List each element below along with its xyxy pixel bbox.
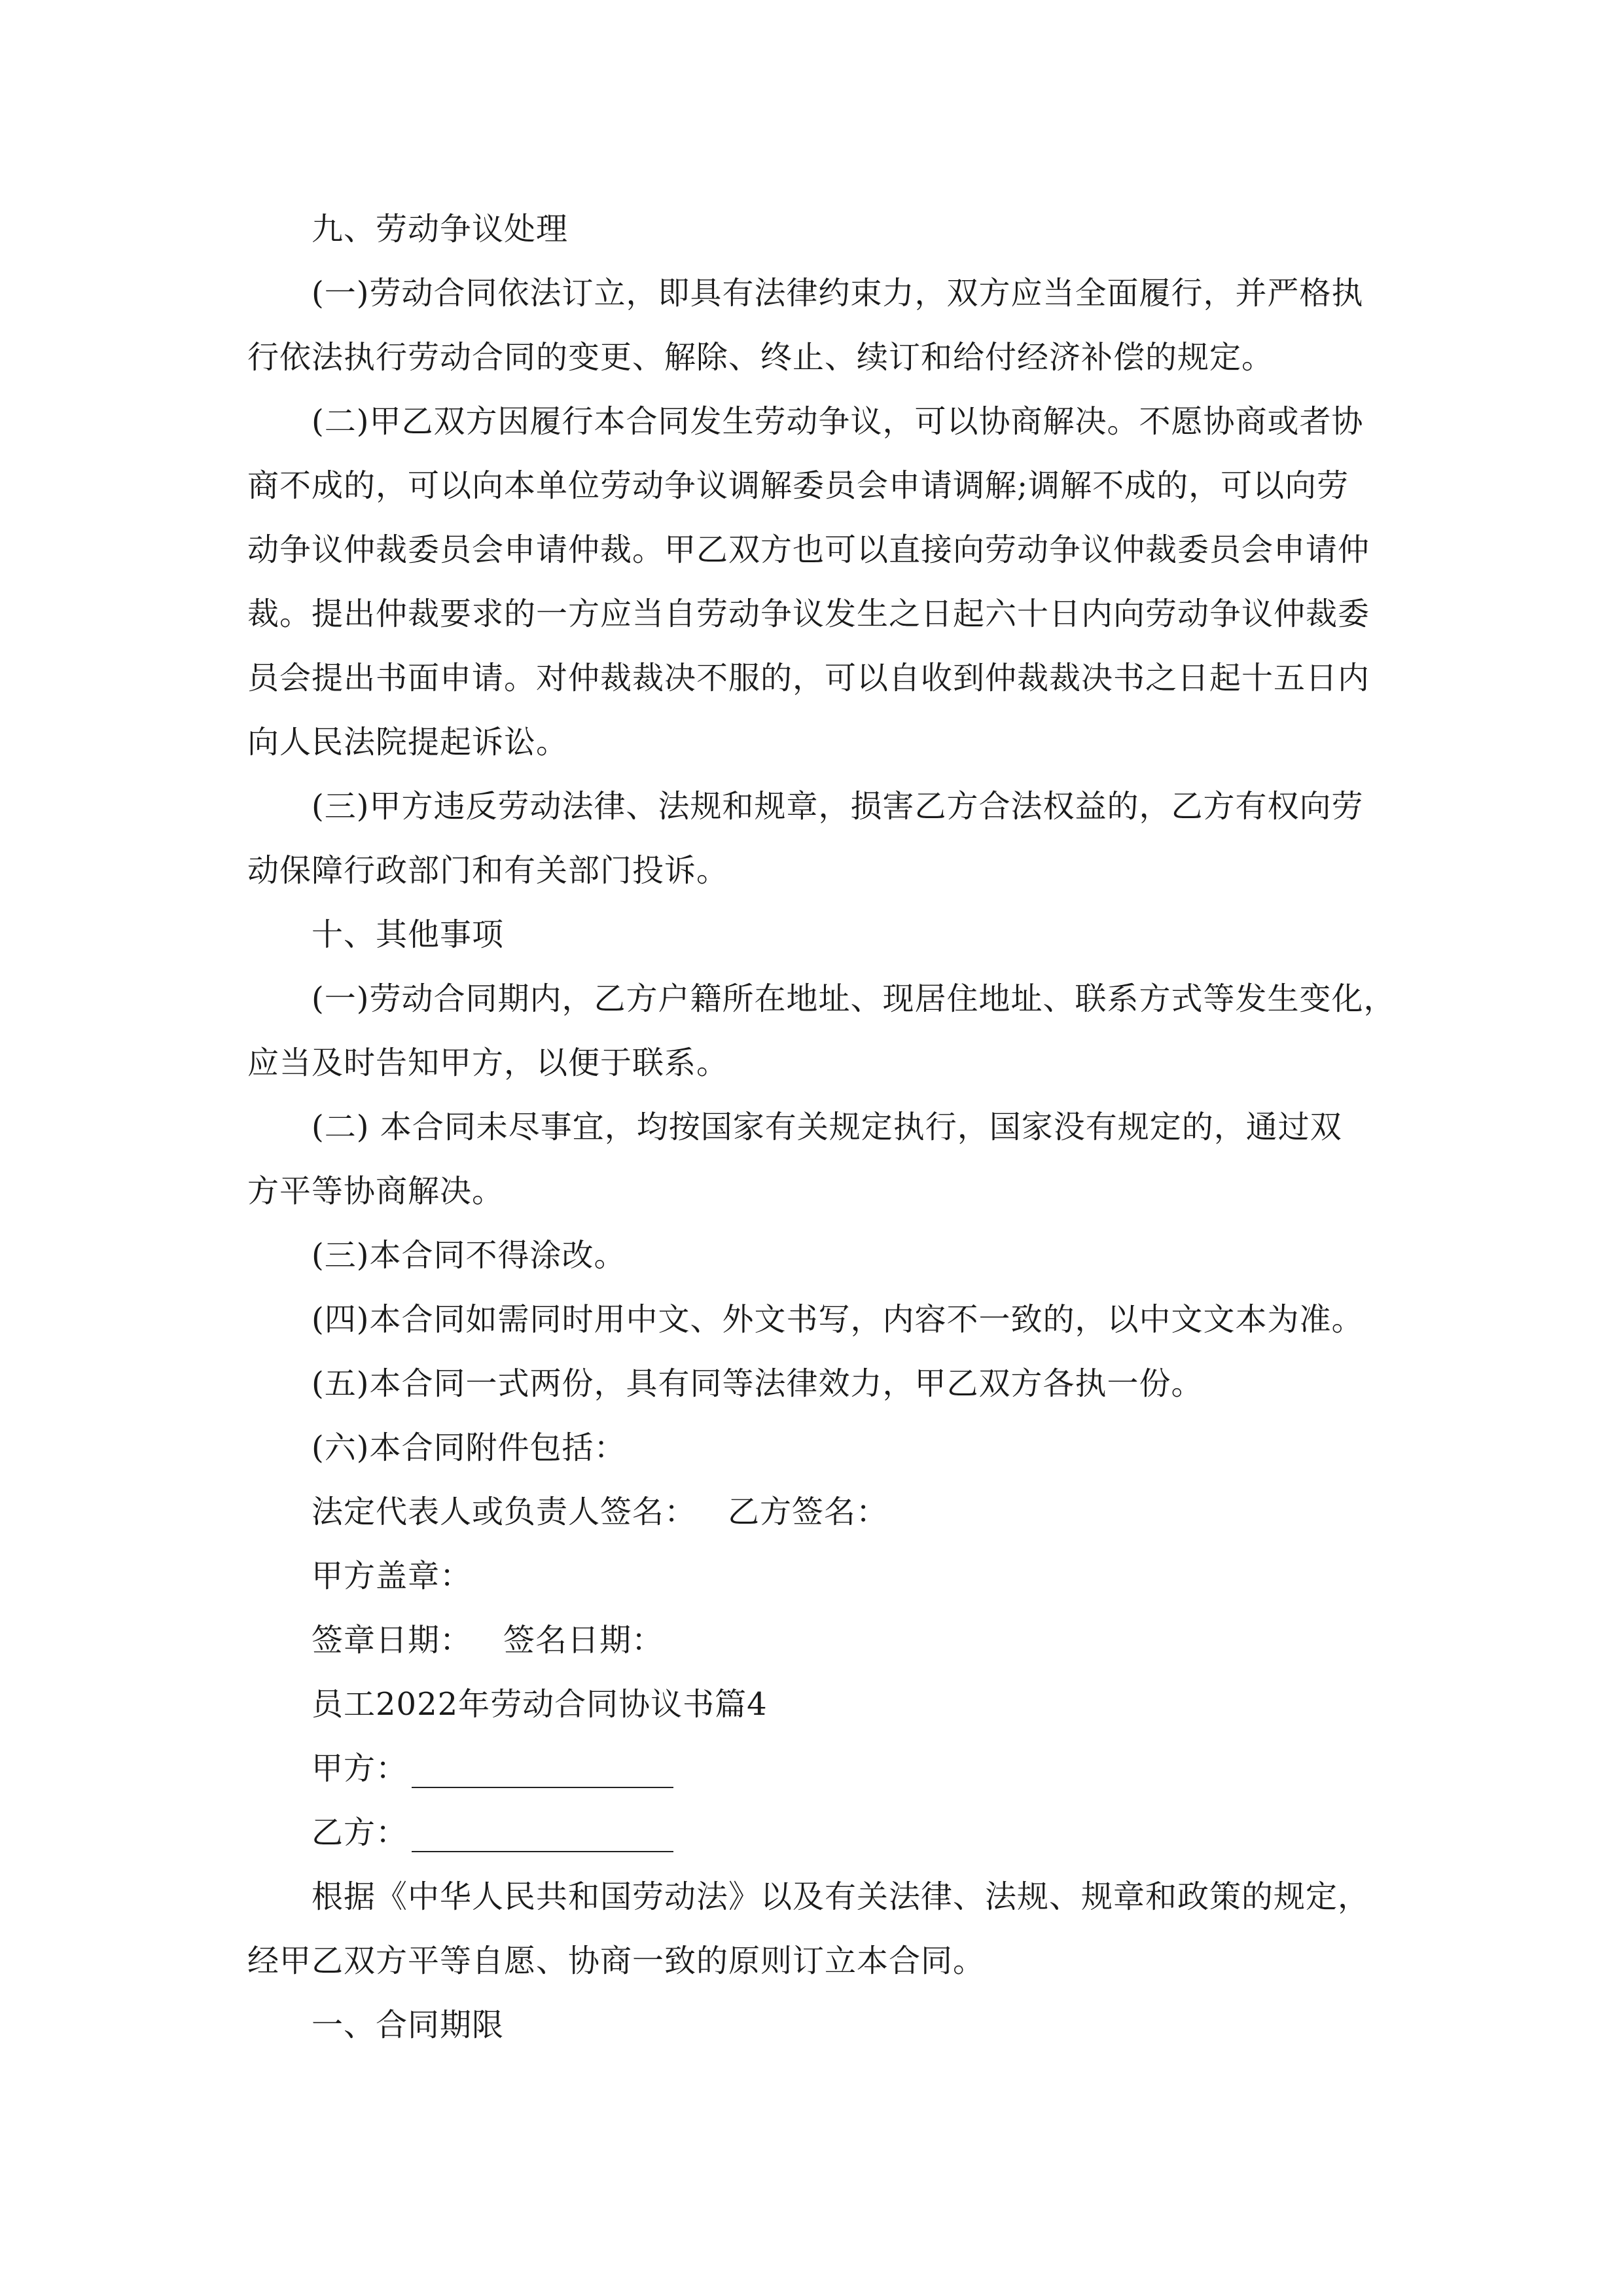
paragraph-line: 方平等协商解决。 (247, 1173, 505, 1210)
party-b-signature-label: 乙方签名： (728, 1494, 889, 1530)
party-a-label: 甲方： (312, 1750, 408, 1787)
paragraph-line: 经甲乙双方平等自愿、协商一致的原则订立本合同。 (247, 1943, 986, 1979)
party-a-seal-label: 甲方盖章： (312, 1558, 473, 1594)
paragraph-line: 员会提出书面申请。对仲裁裁决不服的，可以自收到仲裁裁决书之日起十五日内 (247, 660, 1370, 696)
section-heading-labor-dispute: 九、劳动争议处理 (312, 211, 569, 247)
paragraph-line: 动争议仲裁委员会申请仲裁。甲乙双方也可以直接向劳动争议仲裁委员会申请仲 (247, 531, 1370, 568)
sign-date-label: 签名日期： (503, 1622, 664, 1659)
paragraph-line: (四)本合同如需同时用中文、外文书写，内容不一致的，以中文文本为准。 (312, 1301, 1364, 1338)
party-a-blank (412, 1758, 673, 1788)
party-a-seal-line (312, 1556, 472, 1596)
paragraph-line: 行依法执行劳动合同的变更、解除、终止、续订和给付经济补偿的规定。 (247, 339, 1274, 376)
paragraph-line: (二)甲乙双方因履行本合同发生劳动争议，可以协商解决。不愿协商或者协 (312, 403, 1364, 440)
signature-line-representative (312, 1492, 888, 1532)
date-line (312, 1621, 664, 1660)
contract-title: 员工2022年劳动合同协议书篇4 (312, 1686, 768, 1723)
section-heading-other-matters: 十、其他事项 (312, 916, 505, 953)
paragraph-line: 动保障行政部门和有关部门投诉。 (247, 852, 729, 889)
section-heading-contract-term: 一、合同期限 (312, 2007, 505, 2043)
paragraph-line: (一)劳动合同期内，乙方户籍所在地址、现居住地址、联系方式等发生变化， (312, 980, 1396, 1017)
representative-signature-label: 法定代表人或负责人签名： (312, 1494, 697, 1530)
paragraph-line: (一)劳动合同依法订立，即具有法律约束力，双方应当全面履行，并严格执 (312, 275, 1364, 312)
paragraph-line: (三)本合同不得涂改。 (312, 1237, 626, 1274)
paragraph-line: (三)甲方违反劳动法律、法规和规章，损害乙方合法权益的，乙方有权向劳 (312, 788, 1364, 825)
paragraph-line: 商不成的，可以向本单位劳动争议调解委员会申请调解;调解不成的，可以向劳 (247, 467, 1349, 504)
paragraph-line: (二) 本合同未尽事宜，均按国家有关规定执行，国家没有规定的，通过双 (312, 1109, 1342, 1145)
paragraph-line: (五)本合同一式两份，具有同等法律效力，甲乙双方各执一份。 (312, 1365, 1204, 1402)
party-b-label: 乙方： (312, 1814, 408, 1851)
paragraph-line: 向人民法院提起诉讼。 (247, 724, 569, 761)
paragraph-line: 应当及时告知甲方，以便于联系。 (247, 1045, 729, 1081)
seal-date-label: 签章日期： (312, 1622, 473, 1659)
party-a-line (312, 1749, 673, 1788)
party-b-line (312, 1813, 673, 1852)
paragraph-line: 裁。提出仲裁要求的一方应当自劳动争议发生之日起六十日内向劳动争议仲裁委 (247, 596, 1370, 632)
party-b-blank (412, 1822, 673, 1852)
paragraph-line: 根据《中华人民共和国劳动法》以及有关法律、法规、规章和政策的规定， (312, 1878, 1370, 1915)
paragraph-line: (六)本合同附件包括： (312, 1429, 626, 1466)
